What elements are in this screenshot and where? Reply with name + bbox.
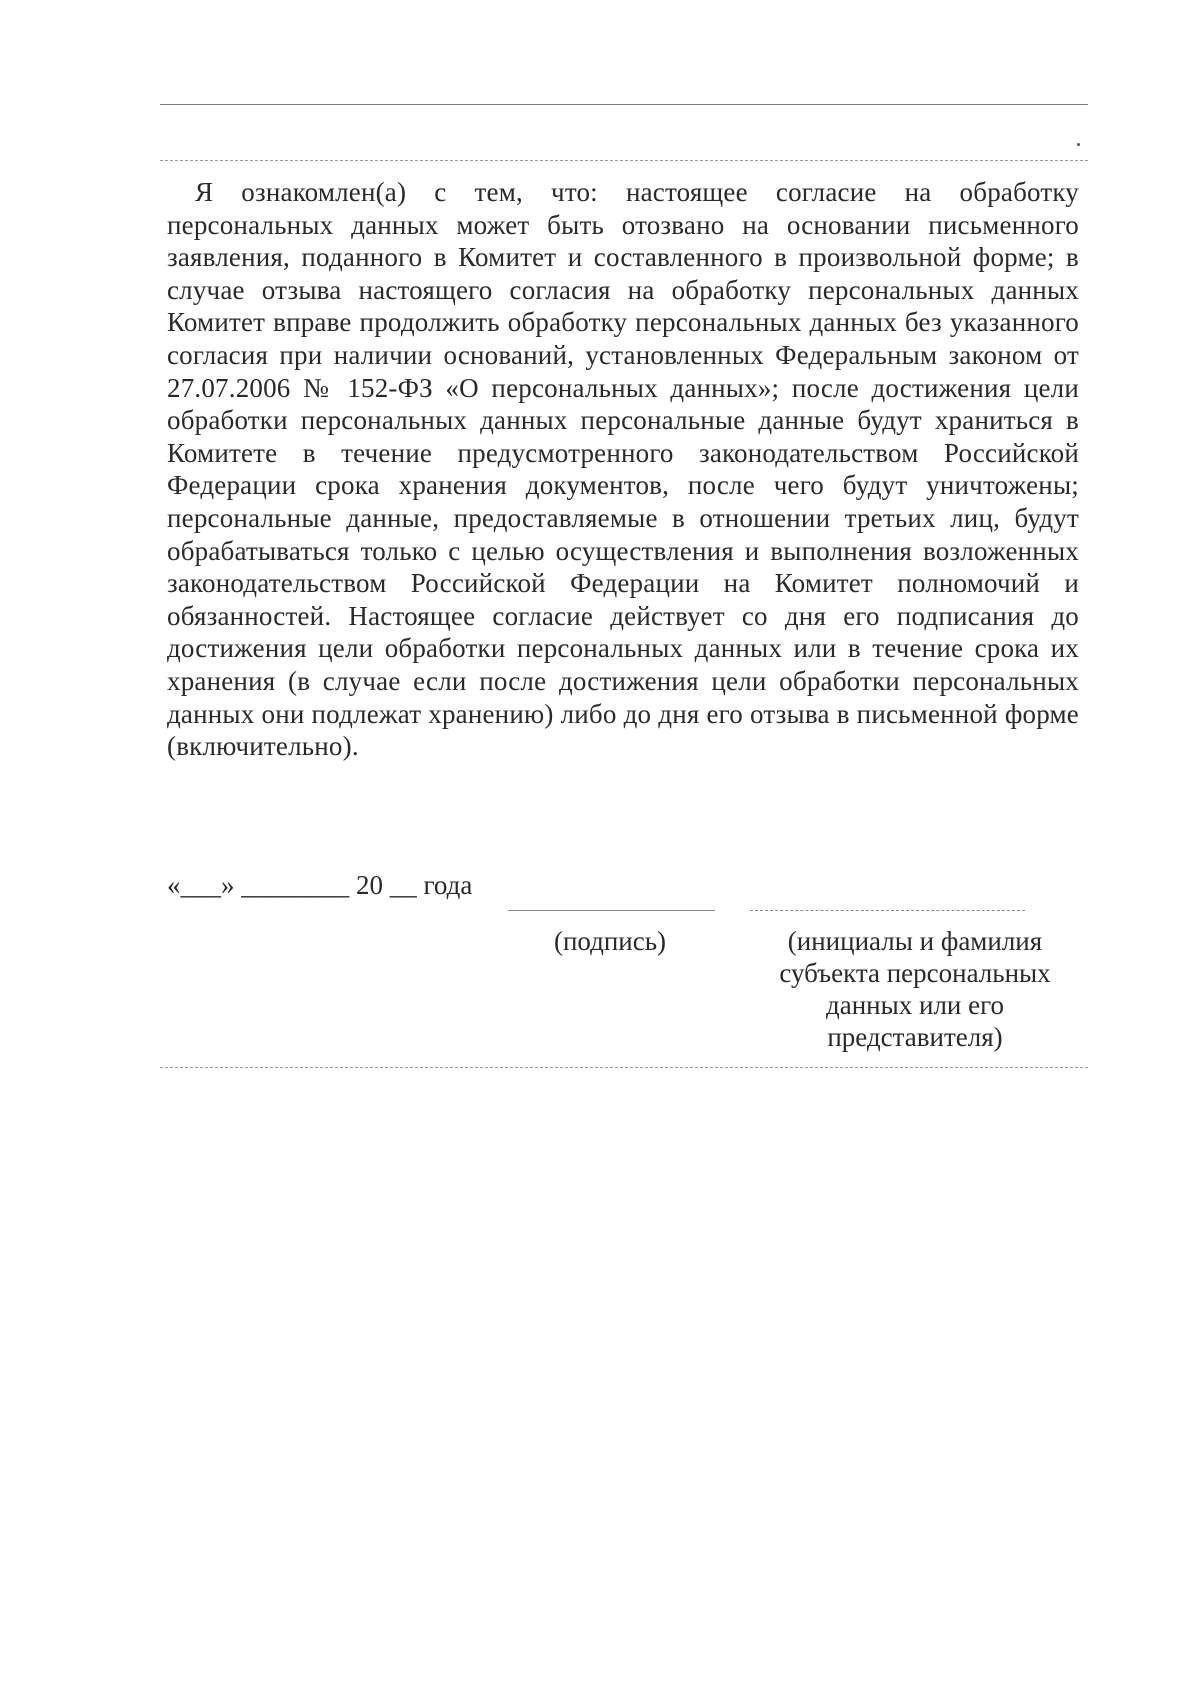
date-line: «___» ________ 20 __ года <box>167 870 473 900</box>
name-caption <box>755 925 1075 1053</box>
scan-dot <box>1077 143 1080 146</box>
name-caption-line-1: (инициалы и фамилия <box>787 926 1043 956</box>
name-line <box>750 910 1025 911</box>
name-caption-line-2: субъекта персональных <box>779 958 1051 988</box>
name-caption-line-3: данных или его <box>825 990 1005 1020</box>
bottom-rule <box>160 1067 1088 1068</box>
signature-line <box>508 910 715 911</box>
consent-paragraph: Я ознакомлен(а) с тем, что: настоящее согласие на обработку персональных данных может быть отозвано на основании письменного заявления, поданного в Комитет и составленного в произвольной форме; в случае отзыва настоящего согласия на обработку персональных данных Комитет вправе продолжить обработку персональных данных без указанного согласия при наличии оснований, установленных Федеральным законом от 27.07.2006 № 152-ФЗ «О персональных данных»; после достижения цели обработки персональных данных персональные данные будут храниться в Комитете в течение предусмотренного законодательством Российской Федерации срока хранения документов, после чего будут уничтожены; персональные данные, предоставляемые в отношении третьих лиц, будут обрабатываться только с целью осуществления и выполнения возложенных законодательством Российской Федерации на Комитет полномочий и обязанностей. Настоящее согласие действует со дня его подписания до достижения цели обработки персональных данных или в течение срока их хранения (в случае если после достижения цели обработки персональных данных они подлежат хранению) либо до дня его отзыва в письменной форме (включительно). <box>167 177 1079 762</box>
top-rule-2 <box>160 160 1088 161</box>
name-caption-line-4: представителя) <box>827 1022 1003 1052</box>
signature-caption: (подпись) <box>553 926 667 956</box>
top-rule-1 <box>160 104 1088 105</box>
